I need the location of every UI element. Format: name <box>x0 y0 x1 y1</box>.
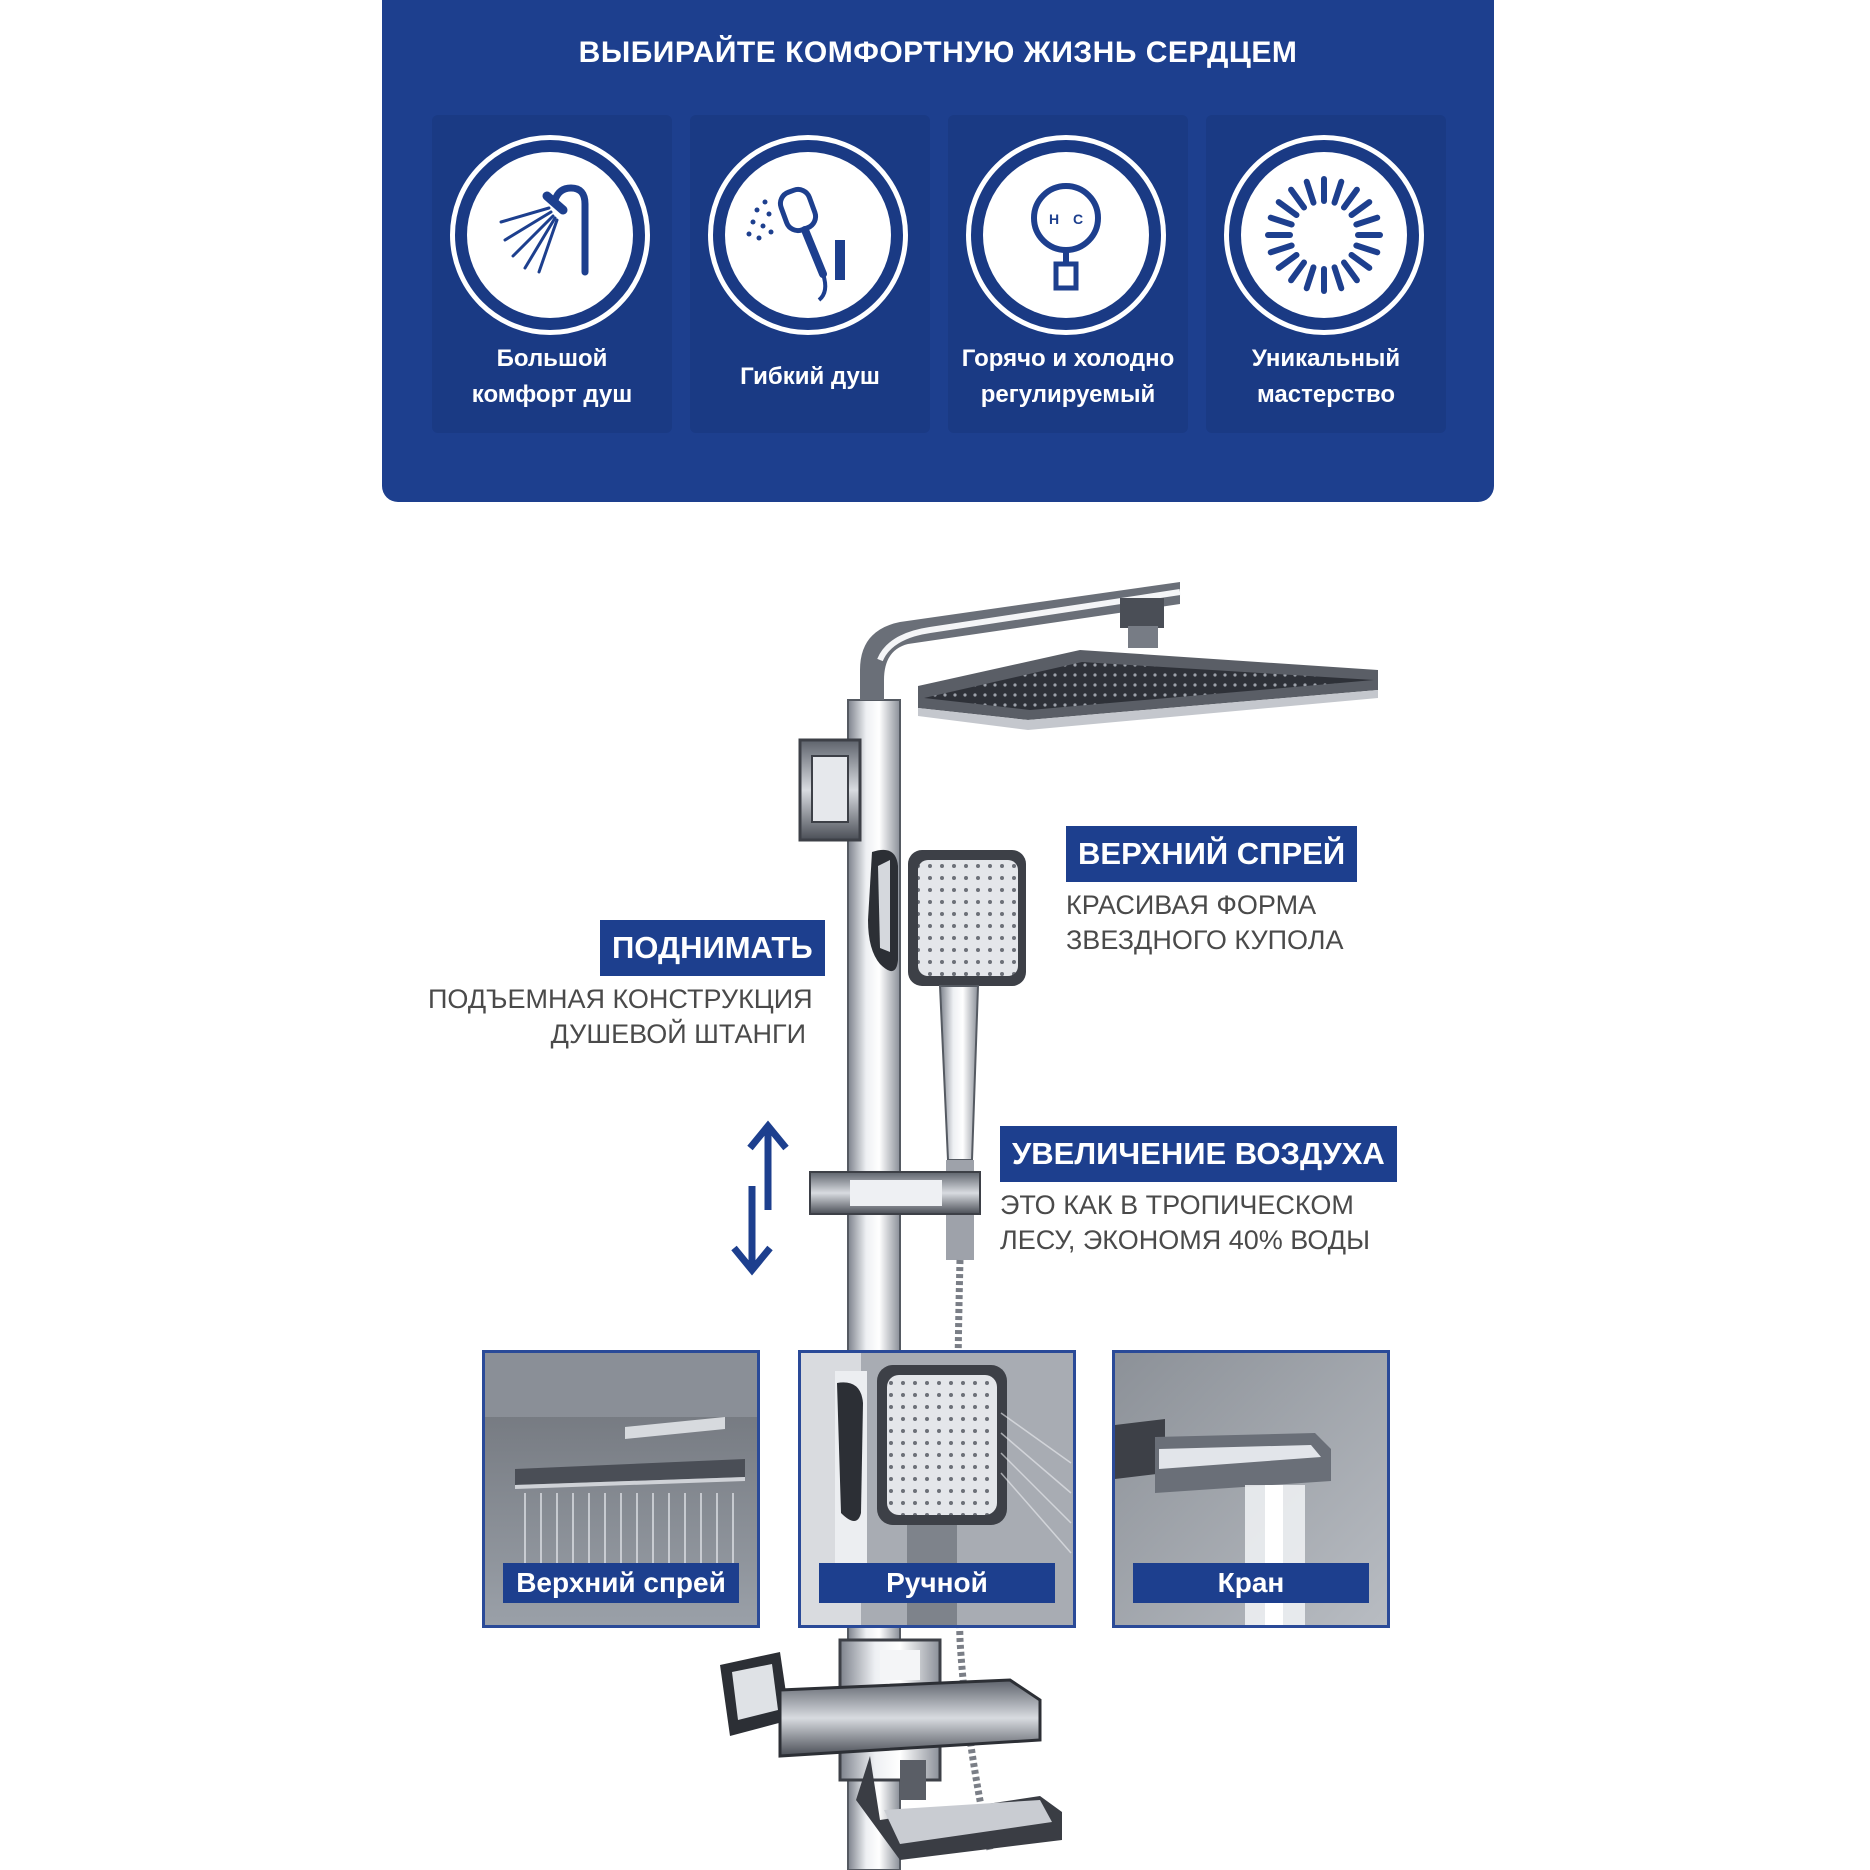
sunburst-ray <box>1344 263 1357 281</box>
sunburst-icon <box>1241 152 1407 318</box>
sunburst-ray <box>1271 218 1292 225</box>
sunburst-ray <box>1279 255 1297 268</box>
callout-desc-air: ЭТО КАК В ТРОПИЧЕСКОМ ЛЕСУ, ЭКОНОМЯ 40% ВОДЫ <box>1000 1190 1370 1255</box>
sunburst-ray <box>1352 202 1370 215</box>
sunburst-ray <box>1279 202 1297 215</box>
hot-cold-valve-icon <box>983 152 1149 318</box>
thumbnail-handheld <box>798 1350 1076 1628</box>
sunburst-ray <box>1307 267 1314 288</box>
callout-tag-lift: ПОДНИМАТЬ <box>600 920 825 976</box>
feature-label: Гибкий душ <box>740 363 880 390</box>
feature-icon-ring <box>1224 135 1424 335</box>
feature-card-rain-shower <box>432 115 672 433</box>
svg-text:H: H <box>1049 211 1060 227</box>
callout-tag-top-spray: ВЕРХНИЙ СПРЕЙ <box>1066 826 1357 882</box>
callout-desc-top-spray: КРАСИВАЯ ФОРМА ЗВЕЗДНОГО КУПОЛА <box>1066 890 1344 955</box>
feature-label: Большой комфорт душ <box>471 345 633 408</box>
sunburst-ray <box>1271 246 1292 253</box>
rain-shower-icon <box>467 152 633 318</box>
thumbnail-label: Ручной <box>819 1563 1055 1603</box>
thumbnail-faucet <box>1112 1350 1390 1628</box>
features-banner <box>382 0 1494 502</box>
banner-title: ВЫБИРАЙТЕ КОМФОРТНУЮ ЖИЗНЬ СЕРДЦЕМ <box>578 36 1298 69</box>
hand-shower-icon <box>725 152 891 318</box>
thumbnail-label: Кран <box>1133 1563 1369 1603</box>
up-down-arrows-icon <box>730 1118 790 1278</box>
sunburst-ray <box>1335 267 1342 288</box>
sunburst-ray <box>1344 190 1357 208</box>
callout-tag-air: УВЕЛИЧЕНИЕ ВОЗДУХА <box>1000 1126 1397 1182</box>
feature-icon-ring <box>450 135 650 335</box>
shower-system-illustration <box>0 560 1870 1870</box>
svg-text:C: C <box>1073 211 1084 227</box>
sunburst-ray <box>1356 246 1377 253</box>
feature-card-craftsmanship <box>1206 115 1446 433</box>
sunburst-ray <box>1352 255 1370 268</box>
sunburst-ray <box>1291 263 1304 281</box>
thumbnail-label: Верхний спрей <box>503 1563 739 1603</box>
sunburst-ray <box>1291 190 1304 208</box>
thumbnail-top-spray <box>482 1350 760 1628</box>
sunburst-ray <box>1356 218 1377 225</box>
feature-card-hand-shower <box>690 115 930 433</box>
feature-label: Уникальный мастерство <box>1251 345 1401 408</box>
feature-icon-ring <box>966 135 1166 335</box>
feature-label: Горячо и холодно регулируемый <box>961 345 1175 408</box>
sunburst-ray <box>1307 182 1314 203</box>
shower-column-image <box>0 560 1870 1870</box>
feature-icon-ring <box>708 135 908 335</box>
feature-card-hot-cold <box>948 115 1188 433</box>
callout-desc-lift: ПОДЪЕМНАЯ КОНСТРУКЦИЯ ДУШЕВОЙ ШТАНГИ <box>428 984 813 1049</box>
sunburst-ray <box>1335 182 1342 203</box>
